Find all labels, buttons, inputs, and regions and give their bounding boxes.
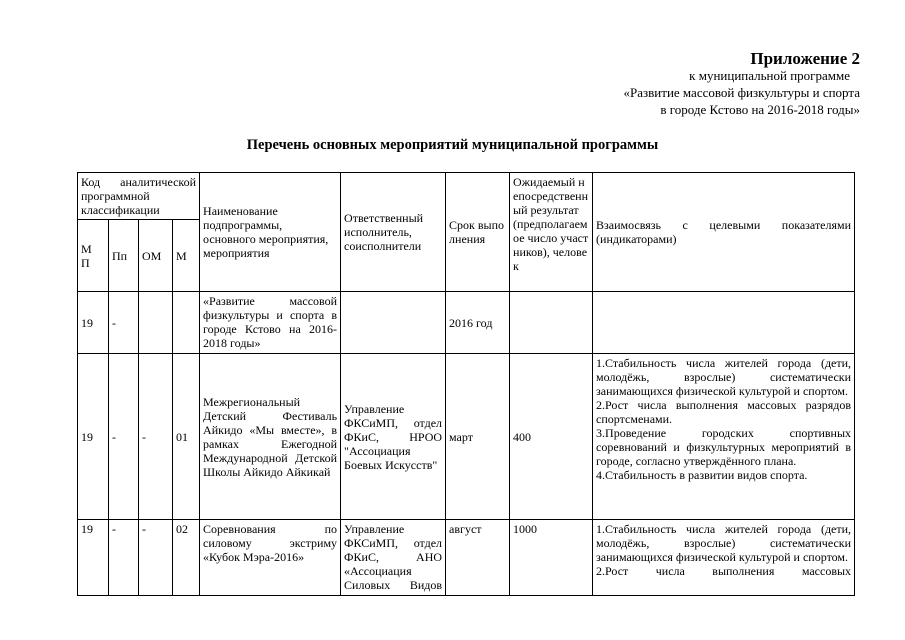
header-om: ОМ [139,220,173,292]
cell-term: 2016 год [446,292,510,354]
table-row [78,292,855,354]
cell-m: 02 [173,520,200,596]
cell-om [139,292,173,354]
indicator-item: 1.Стабильность числа жителей города (дети, молодёжь, взрослые) систематически занимающихся физической культурой и спортом. [596,356,852,398]
cell-mp: 19 [78,520,109,596]
header-term: Срок выполнения [446,173,510,292]
header-code-group: Код аналитической программной классификации [78,173,200,220]
cell-mp: 19 [78,354,109,520]
cell-mp: 19 [78,292,109,354]
cell-name: «Развитие массовой физкультуры и спорта в городе Кстово на 2016-2018 годы» [200,292,341,354]
header-mp: МП [78,220,109,292]
cell-indicators [593,520,855,596]
cell-indicators [593,354,855,520]
indicator-item: 1.Стабильность числа жителей города (дети, молодёжь, взрослые) систематически занимающихся физической культурой и спортом. [596,522,852,564]
header-result: Ожидаемый непосредственный результат (предполагаемое число участников), человек [510,173,593,292]
indicator-item: 2.Рост числа выполнения массовых [596,564,852,578]
cell-executor: Управление ФКСиМП, отдел ФКиС, НРОО "Ассоциация Боевых Искусств" [341,354,446,520]
document-title: Перечень основных мероприятий муниципальной программы [246,137,659,153]
cell-result [510,292,593,354]
cell-result: 400 [510,354,593,520]
appendix-line-3: в городе Кстово на 2016-2018 годы» [660,102,860,117]
header-name: Наименование подпрограммы, основного мероприятия, мероприятия [200,173,341,292]
cell-m [173,292,200,354]
header-pp: Пп [109,220,139,292]
indicator-item: 4.Стабильность в развитии видов спорта. [596,468,808,482]
cell-term: август [446,520,510,596]
cell-name: Межрегиональный Детский Фестиваль Айкидо «Мы вместе», в рамках Ежегодной Международной Детской Школы Айкидо Айкикай [200,354,341,520]
cell-executor: Управление ФКСиМП, отдел ФКиС, АНО «Ассоциация Силовых Видов [341,520,446,596]
header-row [78,173,855,220]
header-m: М [173,220,200,292]
cell-indicators [593,292,855,354]
measures-table [77,172,855,596]
cell-term: март [446,354,510,520]
header-executor: Ответственный исполнитель, соисполнители [341,173,446,292]
appendix-line-1: к муниципальной программе [689,68,850,83]
appendix-title: Приложение 2 [750,49,860,68]
cell-m: 01 [173,354,200,520]
cell-om: - [139,354,173,520]
table-row [78,354,855,520]
cell-om: - [139,520,173,596]
cell-pp: - [109,520,139,596]
appendix-line-2: «Развитие массовой физкультуры и спорта [623,85,860,100]
cell-executor [341,292,446,354]
indicator-item: 2.Рост числа выполнения массовых разрядов спортсменами. [596,398,852,426]
indicator-item: 3.Проведение городских спортивных соревнований и физкультурных мероприятий в городе, согласно утверждённого плана. [596,426,852,468]
cell-result: 1000 [510,520,593,596]
cell-name: Соревнования по силовому экстриму «Кубок Мэра-2016» [200,520,341,596]
header-indicators: Взаимосвязь с целевыми показателями (индикаторами) [593,173,855,292]
table-row [78,520,855,596]
cell-pp: - [109,354,139,520]
cell-pp: - [109,292,139,354]
